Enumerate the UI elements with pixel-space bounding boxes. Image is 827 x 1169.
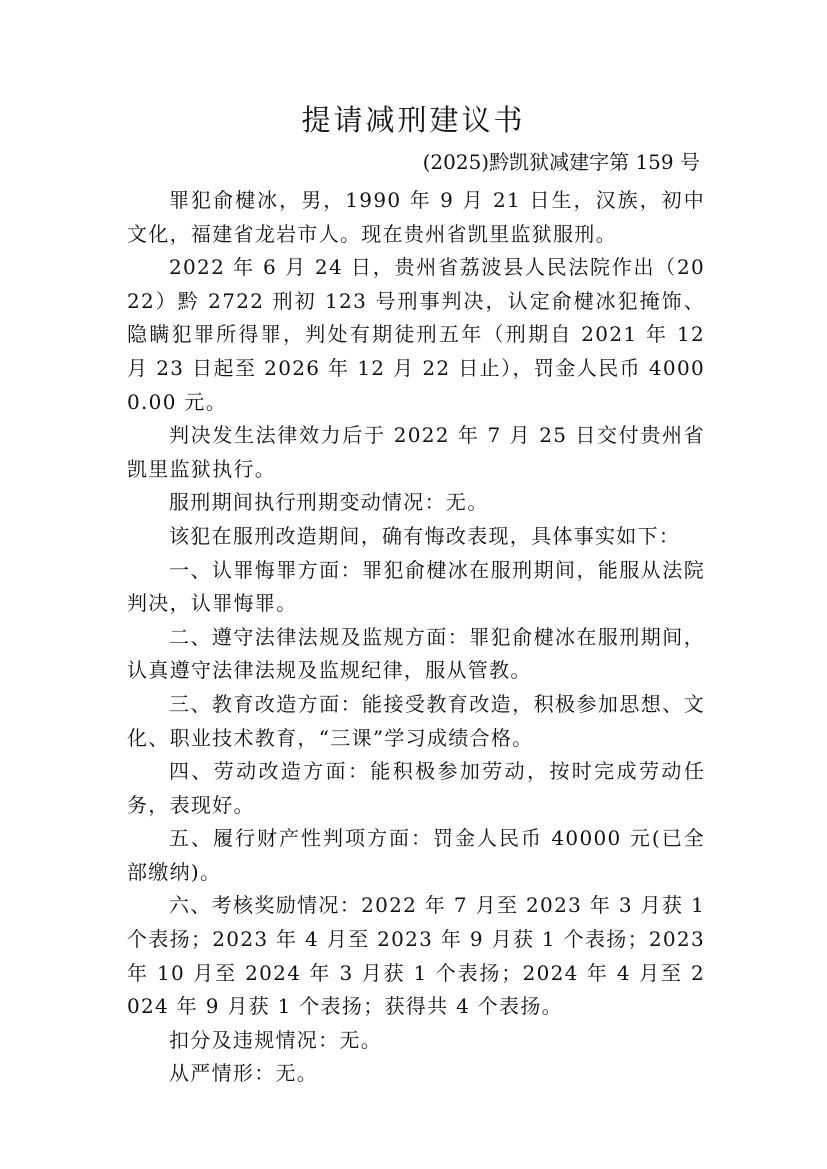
document-title: 提请减刑建议书 <box>301 103 526 137</box>
paragraph-obey-rules: 二、遵守法律法规及监规方面：罪犯俞楗冰在服刑期间，认真遵守法律法规及监规纪律，服从管教。 <box>127 624 705 683</box>
paragraph-judgment: 2022 年 6 月 24 日，贵州省荔波县人民法院作出（2022）黔 2722 刑初 123 号刑事判决，认定俞楗冰犯掩饰、隐瞒犯罪所得罪，判处有期徒刑五年（刑期自 2021 年 12 月 23 日起至 2026 年 12 月 22 日止），罚金人民币 40000.00 元。 <box>127 255 705 414</box>
paragraph-admit-guilt: 一、认罪悔罪方面：罪犯俞楗冰在服刑期间，能服从法院判决，认罪悔罪。 <box>127 557 705 616</box>
paragraph-strict-circumstances: 从严情形：无。 <box>169 1061 319 1086</box>
paragraph-education: 三、教育改造方面：能接受教育改造，积极参加思想、文化、职业技术教育，“三课”学习成绩合格。 <box>127 691 705 750</box>
paragraph-offender-info: 罪犯俞楗冰，男，1990 年 9 月 21 日生，汉族，初中文化，福建省龙岩市人。现在贵州省凯里监狱服刑。 <box>127 188 705 246</box>
paragraph-violations: 扣分及违规情况：无。 <box>169 1027 382 1052</box>
paragraph-property-penalty: 五、履行财产性判项方面：罚金人民币 40000 元(已全部缴纳)。 <box>127 826 705 884</box>
document-number: (2025)黔凯狱减建字第 159 号 <box>422 150 700 174</box>
document-body <box>127 184 705 1091</box>
paragraph-repentance-intro: 该犯在服刑改造期间，确有悔改表现，具体事实如下： <box>169 523 681 548</box>
paragraph-labor: 四、劳动改造方面：能积极参加劳动，按时完成劳动任务，表现好。 <box>127 759 705 817</box>
paragraph-delivery: 判决发生法律效力后于 2022 年 7 月 25 日交付贵州省凯里监狱执行。 <box>127 423 705 481</box>
paragraph-sentence-changes: 服刑期间执行刑期变动情况：无。 <box>169 490 489 515</box>
paragraph-rewards: 六、考核奖励情况：2022 年 7 月至 2023 年 3 月获 1 个表扬；2023 年 4 月至 2023 年 9 月获 1 个表扬；2023 年 10 月至 2024 年 3 月获 1 个表扬；2024 年 4 月至 2024 年 9 月获 1 个表扬；获得共 4 个表扬。 <box>127 893 705 1019</box>
